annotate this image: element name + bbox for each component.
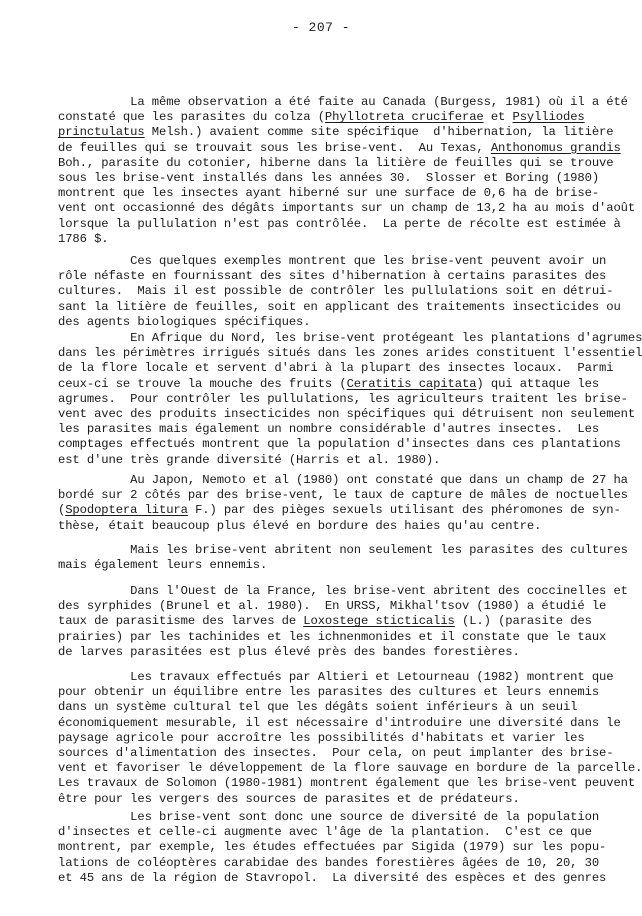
text-line: pour obtenir un équilibre entre les parasites des cultures et leurs ennemis <box>58 685 600 700</box>
text-line: de larves parasitées est plus élevé près des bandes forestières. <box>58 644 520 659</box>
text-line: mais également leurs ennemis. <box>58 558 268 573</box>
text-line: ceux-ci se trouve la mouche des fruits (Ceratitis capitata) qui attaque les <box>58 376 600 391</box>
species-name: Phyllotreta cruciferae <box>324 110 484 125</box>
text-line: taux de parasitisme des larves de Loxostege sticticalis (L.) (parasite des <box>58 614 592 629</box>
text-line: dans un système cultural tel que les dégâts soient inférieurs à un seuil <box>58 700 578 715</box>
text-line: montrent que les insectes ayant hiberné sur une surface de 0,6 ha de brise- <box>58 186 600 201</box>
paragraph-5 <box>58 543 628 573</box>
text-line: En Afrique du Nord, les brise-vent protégeant les plantations d'agrumes <box>58 331 642 345</box>
text-line: Les travaux effectués par Altieri et Letourneau (1982) montrent que <box>58 670 614 684</box>
text-line: Mais les brise-vent abritent non seulement les parasites des cultures <box>58 543 628 557</box>
text-line: les parasites mais également un nombre considérable d'autres insectes. Les <box>58 422 600 437</box>
text-line: sous les brise-vent installés dans les années 30. Slosser et Boring (1980) <box>58 171 600 186</box>
paragraph-4 <box>58 473 628 534</box>
species-name: princtulatus <box>58 125 145 140</box>
text-line: Ces quelques exemples montrent que les brise-vent peuvent avoir un <box>58 254 607 268</box>
paragraph-8 <box>58 810 610 886</box>
text-line: économiquement mesurable, il est nécessaire d'introduire une diversité dans le <box>58 715 621 730</box>
text-line: des agents biologiques spécifiques. <box>58 314 311 329</box>
paragraph-1 <box>58 95 636 247</box>
species-name: Psylliodes <box>512 110 585 125</box>
text-line: et 45 ans de la région de Stavropol. La diversité des espèces et des genres <box>58 870 607 885</box>
text-line: sant la litière de feuilles, soit en applicant des traitements insecticides ou <box>58 299 621 314</box>
text-line: Les travaux de Solomon (1980-1981) montrent également que les brise-vent peuvent <box>58 776 636 791</box>
text-line: lorsque la pullulation n'est pas contrôlée. La perte de récolte est estimée à <box>58 216 621 231</box>
species-name: Ceratitis capitata <box>346 376 477 391</box>
species-name: Loxostege sticticalis <box>303 614 455 629</box>
paragraph-3 <box>58 331 642 468</box>
text-line: de la flore locale et servent d'abri à la plupart des insectes locaux. Parmi <box>58 361 614 376</box>
page-number: - 207 - <box>291 20 351 35</box>
text-line: 1786 $. <box>58 231 109 246</box>
text-line: est d'une très grande diversité (Harris et al. 1980). <box>58 452 441 467</box>
paragraph-2 <box>58 254 621 330</box>
text-line: bordé sur 2 côtés par des brise-vent, le taux de capture de mâles de noctuelles <box>58 488 628 503</box>
paragraph-6 <box>58 584 628 660</box>
text-line: (Spodoptera litura F.) par des pièges sexuels utilisant des phéromones de syn- <box>58 503 621 518</box>
text-line: être pour les vergers des sources de parasites et de prédateurs. <box>58 791 520 806</box>
text-line: paysage agricole pour accroître les possibilités d'habitats et varier les <box>58 730 585 745</box>
species-name: Spodoptera litura <box>65 503 188 518</box>
text-line: des syrphides (Brunel et al. 1980). En URSS, Mikhal'tsov (1980) a étudié le <box>58 599 607 614</box>
text-line: Boh., parasite du cotonier, hiberne dans la litière de feuilles qui se trouve <box>58 155 614 170</box>
text-line: agrumes. Pour contrôler les pullulations, les agriculteurs traitent les brise- <box>58 391 628 406</box>
species-name: Anthonomus grandis <box>490 140 621 155</box>
text-line: Les brise-vent sont donc une source de diversité de la population <box>58 810 600 824</box>
text-line: Au Japon, Nemoto et al (1980) ont constaté que dans un champ de 27 ha <box>58 473 628 487</box>
text-line: vent ont occasionné des dégâts importants sur un champ de 13,2 ha au mois d'août <box>58 201 636 216</box>
text-line: constaté que les parasites du colza (Phyllotreta cruciferae et Psylliodes <box>58 110 585 125</box>
text-line: d'insectes et celle-ci augmente avec l'âge de la plantation. C'est ce que <box>58 825 592 840</box>
text-line: Dans l'Ouest de la France, les brise-vent abritent des coccinelles et <box>58 584 628 598</box>
text-line: sources d'alimentation des insectes. Pour cela, on peut implanter des brise- <box>58 746 614 761</box>
text-line: prairies) par les tachinides et les ichnenmonides et il constate que le taux <box>58 629 607 644</box>
text-line: de feuilles qui se trouvait sous les brise-vent. Au Texas, Anthonomus grandis <box>58 140 621 155</box>
text-line: vent avec des produits insecticides non spécifiques qui détruisent non seulement <box>58 407 636 422</box>
text-line: dans les périmètres irrigués situés dans les zones arides constituent l'essentiel <box>58 346 642 361</box>
text-line: thèse, était beaucoup plus élevé en bordure des haies qu'au centre. <box>58 518 542 533</box>
text-line: princtulatus Melsh.) avaient comme site spécifique d'hibernation, la litière <box>58 125 614 140</box>
text-line: rôle néfaste en fournissant des sites d'hibernation à certains parasites des <box>58 269 607 284</box>
paragraph-7 <box>58 670 642 807</box>
text-line: comptages effectués montrent que la population d'insectes dans ces plantations <box>58 437 621 452</box>
text-line: La même observation a été faite au Canada (Burgess, 1981) où il a été <box>58 95 628 109</box>
text-line: cultures. Mais il est possible de contrôler les pullulations soit en détrui- <box>58 284 614 299</box>
text-line: montrent, par exemple, les études effectuées par Sigida (1979) sur les popu- <box>58 840 607 855</box>
text-line: vent et favoriser le développement de la flore sauvage en bordure de la parcelle. <box>58 761 642 776</box>
text-line: lations de coléoptères carabidae des bandes forestières âgées de 10, 20, 30 <box>58 855 600 870</box>
